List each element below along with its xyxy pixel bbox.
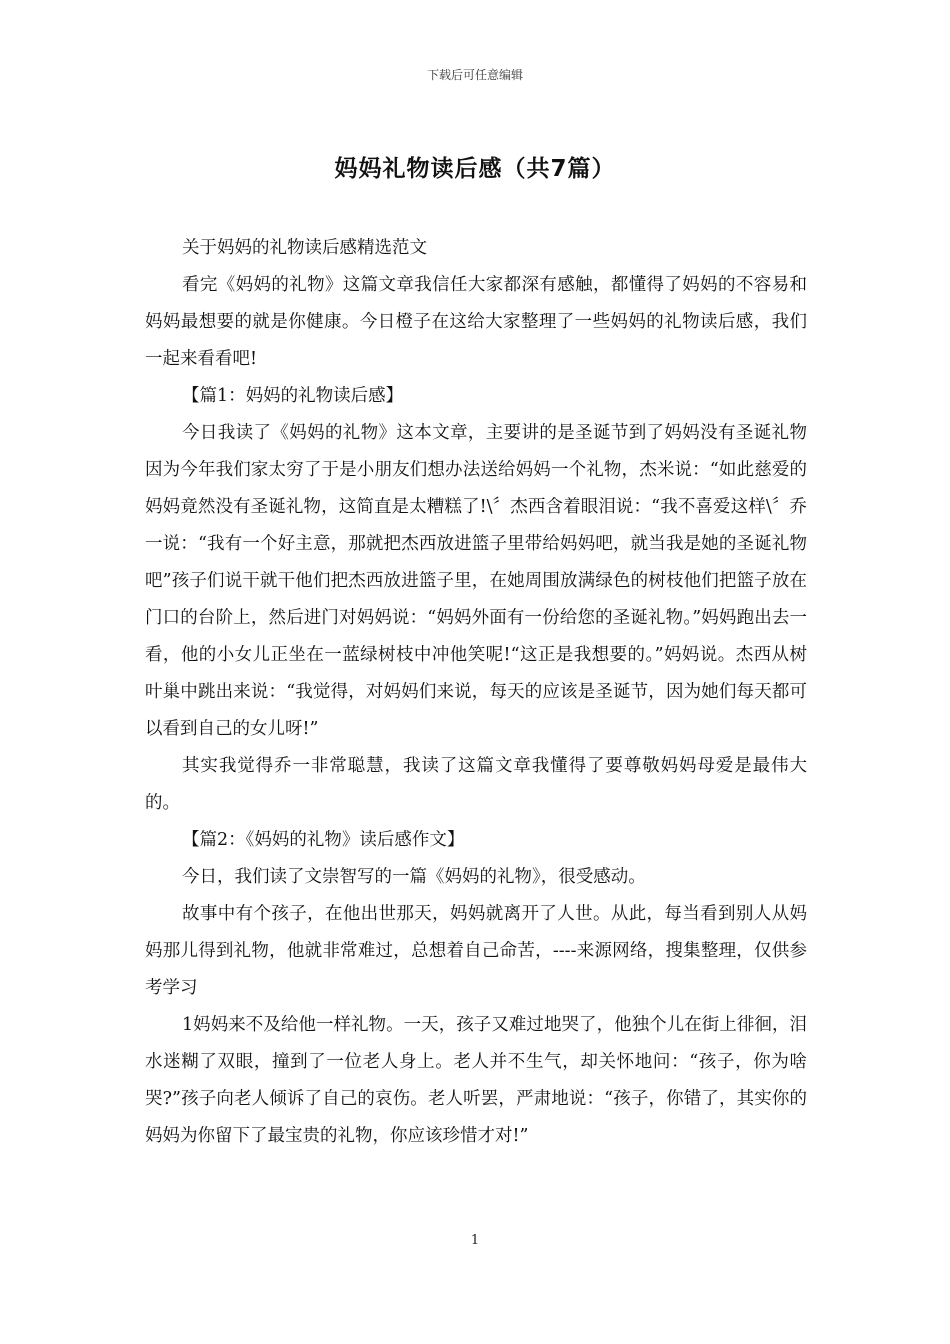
- paragraph-story-start: 故事中有个孩子，在他出世那天，妈妈就离开了人世。从此，每当看到别人从妈妈那儿得到礼物，他就非常难过，总想着自己命苦，----来源网络，搜集整理，仅供参考学习: [145, 904, 807, 998]
- section-heading-1: 【篇1：妈妈的礼物读后感】: [182, 386, 404, 406]
- paragraph-subtitle: 关于妈妈的礼物读后感精选范文: [182, 238, 427, 258]
- paragraph-story: 今日我读了《妈妈的礼物》这本文章，主要讲的是圣诞节到了妈妈没有圣诞礼物因为今年我们家太穷了于是小朋友们想办法送给妈妈一个礼物，杰米说：“如此慈爱的妈妈竟然没有圣诞礼物，这简直是太糟糕了!\〞杰西含着眼泪说：“我不喜爱这样\〞乔一说：“我有一个好主意，那就把杰西放进篮子里带给妈妈吧，就当我是她的圣诞礼物吧”孩子们说干就干他们把杰西放进篮子里，在她周围放满绿色的树枝他们把篮子放在门口的台阶上，然后进门对妈妈说：“妈妈外面有一份给您的圣诞礼物。”妈妈跑出去一看，他的小女儿正坐在一蓝绿树枝中冲他笑呢!“这正是我想要的。”妈妈说。杰西从树叶巢中跳出来说：“我觉得，对妈妈们来说，每天的应该是圣诞节，因为她们每天都可以看到自己的女儿呀!”: [145, 423, 807, 739]
- document-body: [145, 230, 807, 1155]
- paragraph-reflection: 其实我觉得乔一非常聪慧，我读了这篇文章我懂得了要尊敬妈妈母爱是最伟大的。: [145, 756, 807, 813]
- section-heading-2: 【篇2：《妈妈的礼物》读后感作文】: [182, 830, 465, 850]
- document-title: 妈妈礼物读后感（共7篇）: [334, 156, 616, 182]
- paragraph-opening: 今日，我们读了文崇智写的一篇《妈妈的礼物》，很受感动。: [182, 867, 646, 887]
- paragraph-intro: 看完《妈妈的礼物》这篇文章我信任大家都深有感触，都懂得了妈妈的不容易和妈妈最想要的就是你健康。今日橙子在这给大家整理了一些妈妈的礼物读后感，我们一起来看看吧!: [145, 275, 807, 369]
- paragraph-story-continued: 1妈妈来不及给他一样礼物。一天，孩子又难过地哭了，他独个儿在街上徘徊，泪水迷糊了双眼，撞到了一位老人身上。老人并不生气，却关怀地问：“孩子，你为啥哭?”孩子向老人倾诉了自己的哀伤。老人听罢，严肃地说：“孩子，你错了，其实你的妈妈为你留下了最宝贵的礼物，你应该珍惜才对!”: [145, 1015, 807, 1146]
- page-number: 1: [470, 1233, 480, 1248]
- header-note: 下载后可任意编辑: [426, 68, 523, 82]
